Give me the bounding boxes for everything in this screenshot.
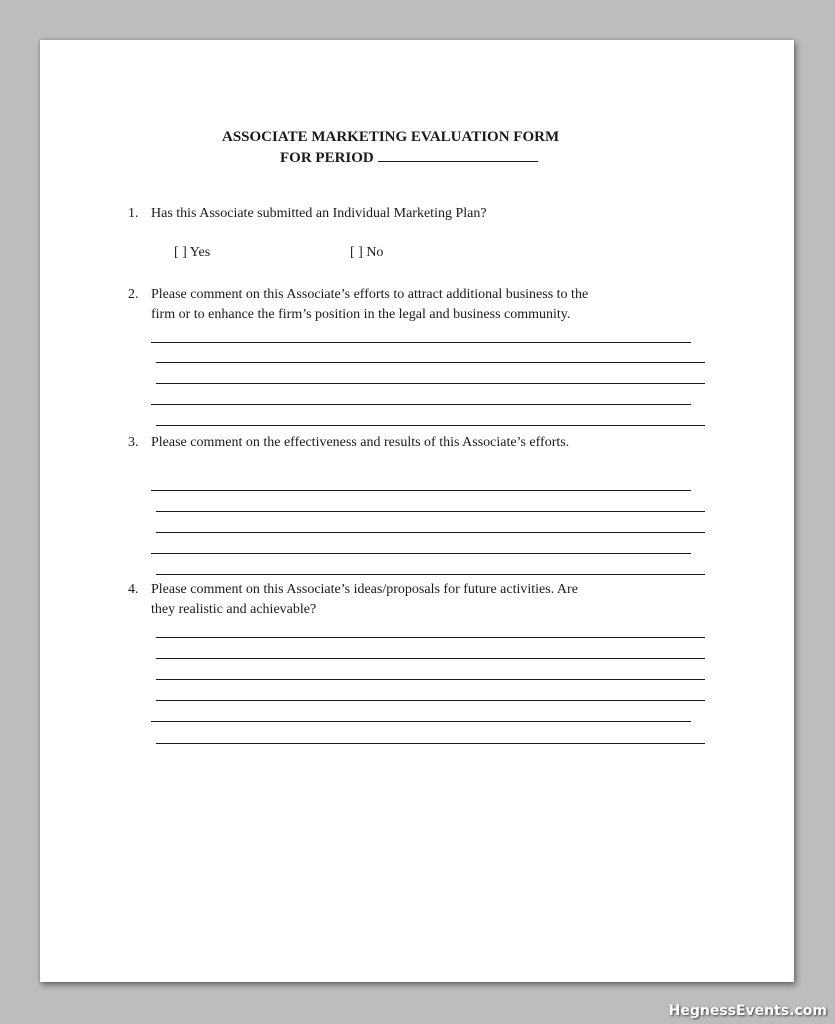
answer-line[interactable] — [151, 721, 691, 722]
answer-line[interactable] — [156, 511, 705, 512]
answer-line[interactable] — [151, 490, 691, 491]
form-page — [40, 40, 794, 982]
question-text-line-1: Please comment on this Associate’s efforts to attract additional business to the — [151, 287, 589, 302]
question-text: Has this Associate submitted an Individual Marketing Plan? — [151, 206, 487, 221]
answer-line[interactable] — [156, 532, 705, 533]
answer-line[interactable] — [156, 425, 705, 426]
answer-line[interactable] — [156, 362, 705, 363]
question-number: 1. — [128, 206, 139, 221]
answer-line[interactable] — [156, 637, 705, 638]
question-text-line-2: firm or to enhance the firm’s position in the legal and business community. — [151, 307, 571, 322]
yes-checkbox[interactable]: [ ] Yes — [174, 245, 211, 260]
answer-line[interactable] — [156, 383, 705, 384]
answer-line[interactable] — [156, 743, 705, 744]
period-line — [280, 149, 835, 167]
answer-line[interactable] — [151, 553, 691, 554]
period-label: FOR PERIOD — [280, 150, 374, 166]
answer-line[interactable] — [156, 658, 705, 659]
question-number: 2. — [128, 287, 139, 302]
answer-line[interactable] — [156, 700, 705, 701]
form-title: ASSOCIATE MARKETING EVALUATION FORM — [222, 129, 560, 145]
question-number: 4. — [128, 582, 139, 597]
period-blank[interactable] — [378, 149, 538, 162]
answer-line[interactable] — [151, 342, 691, 343]
answer-line[interactable] — [156, 574, 705, 575]
site-watermark: HegnessEvents.com — [668, 1003, 827, 1019]
question-number: 3. — [128, 435, 139, 450]
question-text-line-1: Please comment on this Associate’s ideas/proposals for future activities. Are — [151, 582, 578, 597]
question-text: Please comment on the effectiveness and results of this Associate’s efforts. — [151, 435, 570, 450]
answer-line[interactable] — [156, 679, 705, 680]
answer-line[interactable] — [151, 404, 691, 405]
question-text-line-2: they realistic and achievable? — [151, 602, 317, 617]
no-checkbox[interactable]: [ ] No — [350, 245, 384, 260]
